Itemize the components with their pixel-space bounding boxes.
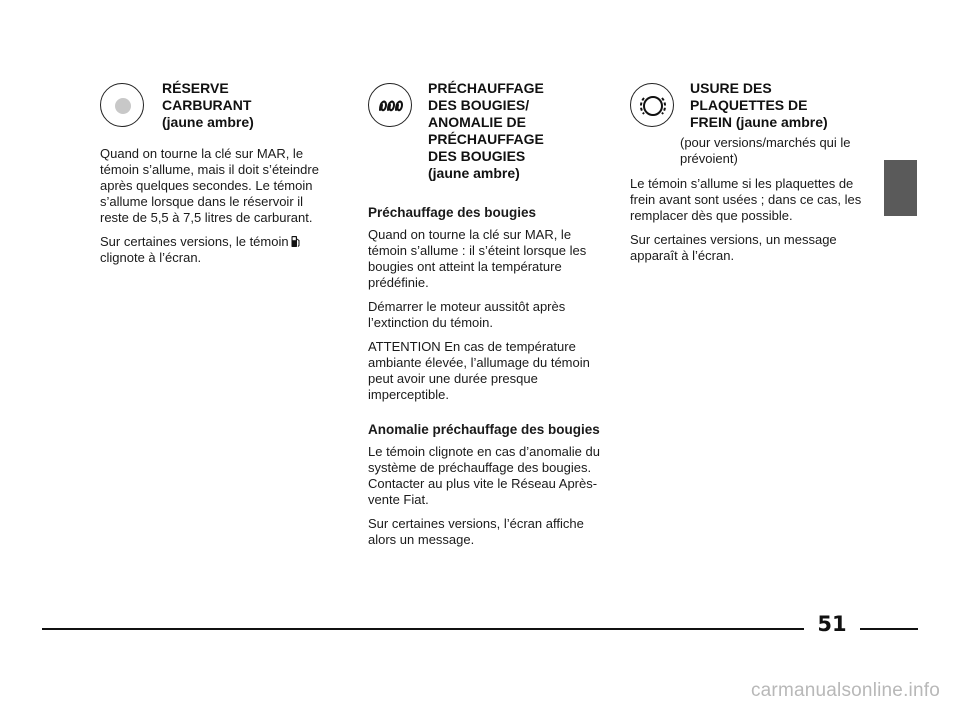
glow-section-1-title: Préchauffage des bougies (368, 205, 537, 220)
glow-title-line-4: PRÉCHAUFFAGE (428, 131, 544, 147)
fuel-paragraph-2 (100, 234, 332, 266)
brake-paragraph-2: Sur certaines versions, un message apparaît à l’écran. (630, 232, 837, 263)
fuel-reserve-lamp-glyph (101, 84, 145, 128)
brake-title-last: FREIN (690, 114, 732, 130)
glow-title-line-5: DES BOUGIES (428, 148, 526, 164)
glow-plug-body (368, 204, 600, 556)
glow-title-line-2: DES BOUGIES/ (428, 97, 530, 113)
brake-pad-body (630, 176, 862, 272)
page-number: 51 (817, 612, 847, 636)
brake-pad-title (690, 80, 828, 131)
glow-plug-icon (368, 83, 412, 127)
brake-title-line-1: USURE DES (690, 80, 772, 96)
footer-rule-left (42, 628, 804, 630)
fuel-title-line-2: CARBURANT (162, 97, 252, 113)
fuel-paragraph-1: Quand on tourne la clé sur MAR, le témoin s’allume, mais il doit s’éteindre après quelques secondes. Le témoin s’allume lorsque dans le réservoir il reste de 5,5 à 7,5 litres de carburant. (100, 146, 319, 225)
watermark: carmanualsonline.info (750, 680, 940, 701)
brake-title-line-2: PLAQUETTES DE (690, 97, 808, 113)
fuel-blink-text: clignote à l’écran. (100, 250, 202, 265)
brake-pad-wear-icon (630, 83, 674, 127)
brake-pad-wear-glyph (631, 84, 675, 128)
glow-title-line-1: PRÉCHAUFFAGE (428, 80, 544, 96)
glow-section-2-title: Anomalie préchauffage des bougies (368, 422, 600, 437)
chapter-tab (884, 160, 917, 216)
brake-version-note-text: (pour versions/marchés qui le prévoient) (680, 135, 851, 166)
fuel-title-line-1: RÉSERVE (162, 80, 229, 96)
glow-plug-title (428, 80, 544, 182)
glow-color-note: (jaune ambre) (428, 165, 520, 181)
fuel-reserve-body (100, 146, 332, 274)
brake-paragraph-1: Le témoin s’allume si les plaquettes de frein avant sont usées ; dans ce cas, les remplacer dès que possible. (630, 176, 862, 223)
brake-color-note: (jaune ambre) (735, 114, 828, 130)
fuel-reserve-lamp-icon (100, 83, 144, 127)
fuel-pump-icon (291, 235, 300, 248)
fuel-reserve-title (162, 80, 254, 131)
glow-section-2-paragraph-1: Le témoin clignote en cas d’anomalie du système de préchauffage des bougies. Contacter au plus vite le Réseau Après-vente Fiat. (368, 444, 600, 507)
footer-rule-right (860, 628, 918, 630)
brake-title-line-3 (690, 114, 828, 131)
fuel-paragraph-2-text: Sur certaines versions, le témoin (100, 234, 289, 249)
glow-section-1-paragraph-1: Quand on tourne la clé sur MAR, le témoin s’allume : il s’éteint lorsque les bougies ont atteint la température prédéfinie. (368, 227, 587, 290)
glow-section-2-paragraph-2: Sur certaines versions, l’écran affiche alors un message. (368, 516, 584, 547)
brake-version-note (680, 135, 852, 175)
glow-section-1-paragraph-2: Démarrer le moteur aussitôt après l’extinction du témoin. (368, 299, 566, 330)
glow-section-1-paragraph-3: ATTENTION En cas de température ambiante élevée, l’allumage du témoin peut avoir une durée presque imperceptible. (368, 339, 590, 402)
glow-title-line-3: ANOMALIE DE (428, 114, 526, 130)
fuel-color-note: (jaune ambre) (162, 114, 254, 130)
glow-plug-glyph (369, 84, 413, 128)
